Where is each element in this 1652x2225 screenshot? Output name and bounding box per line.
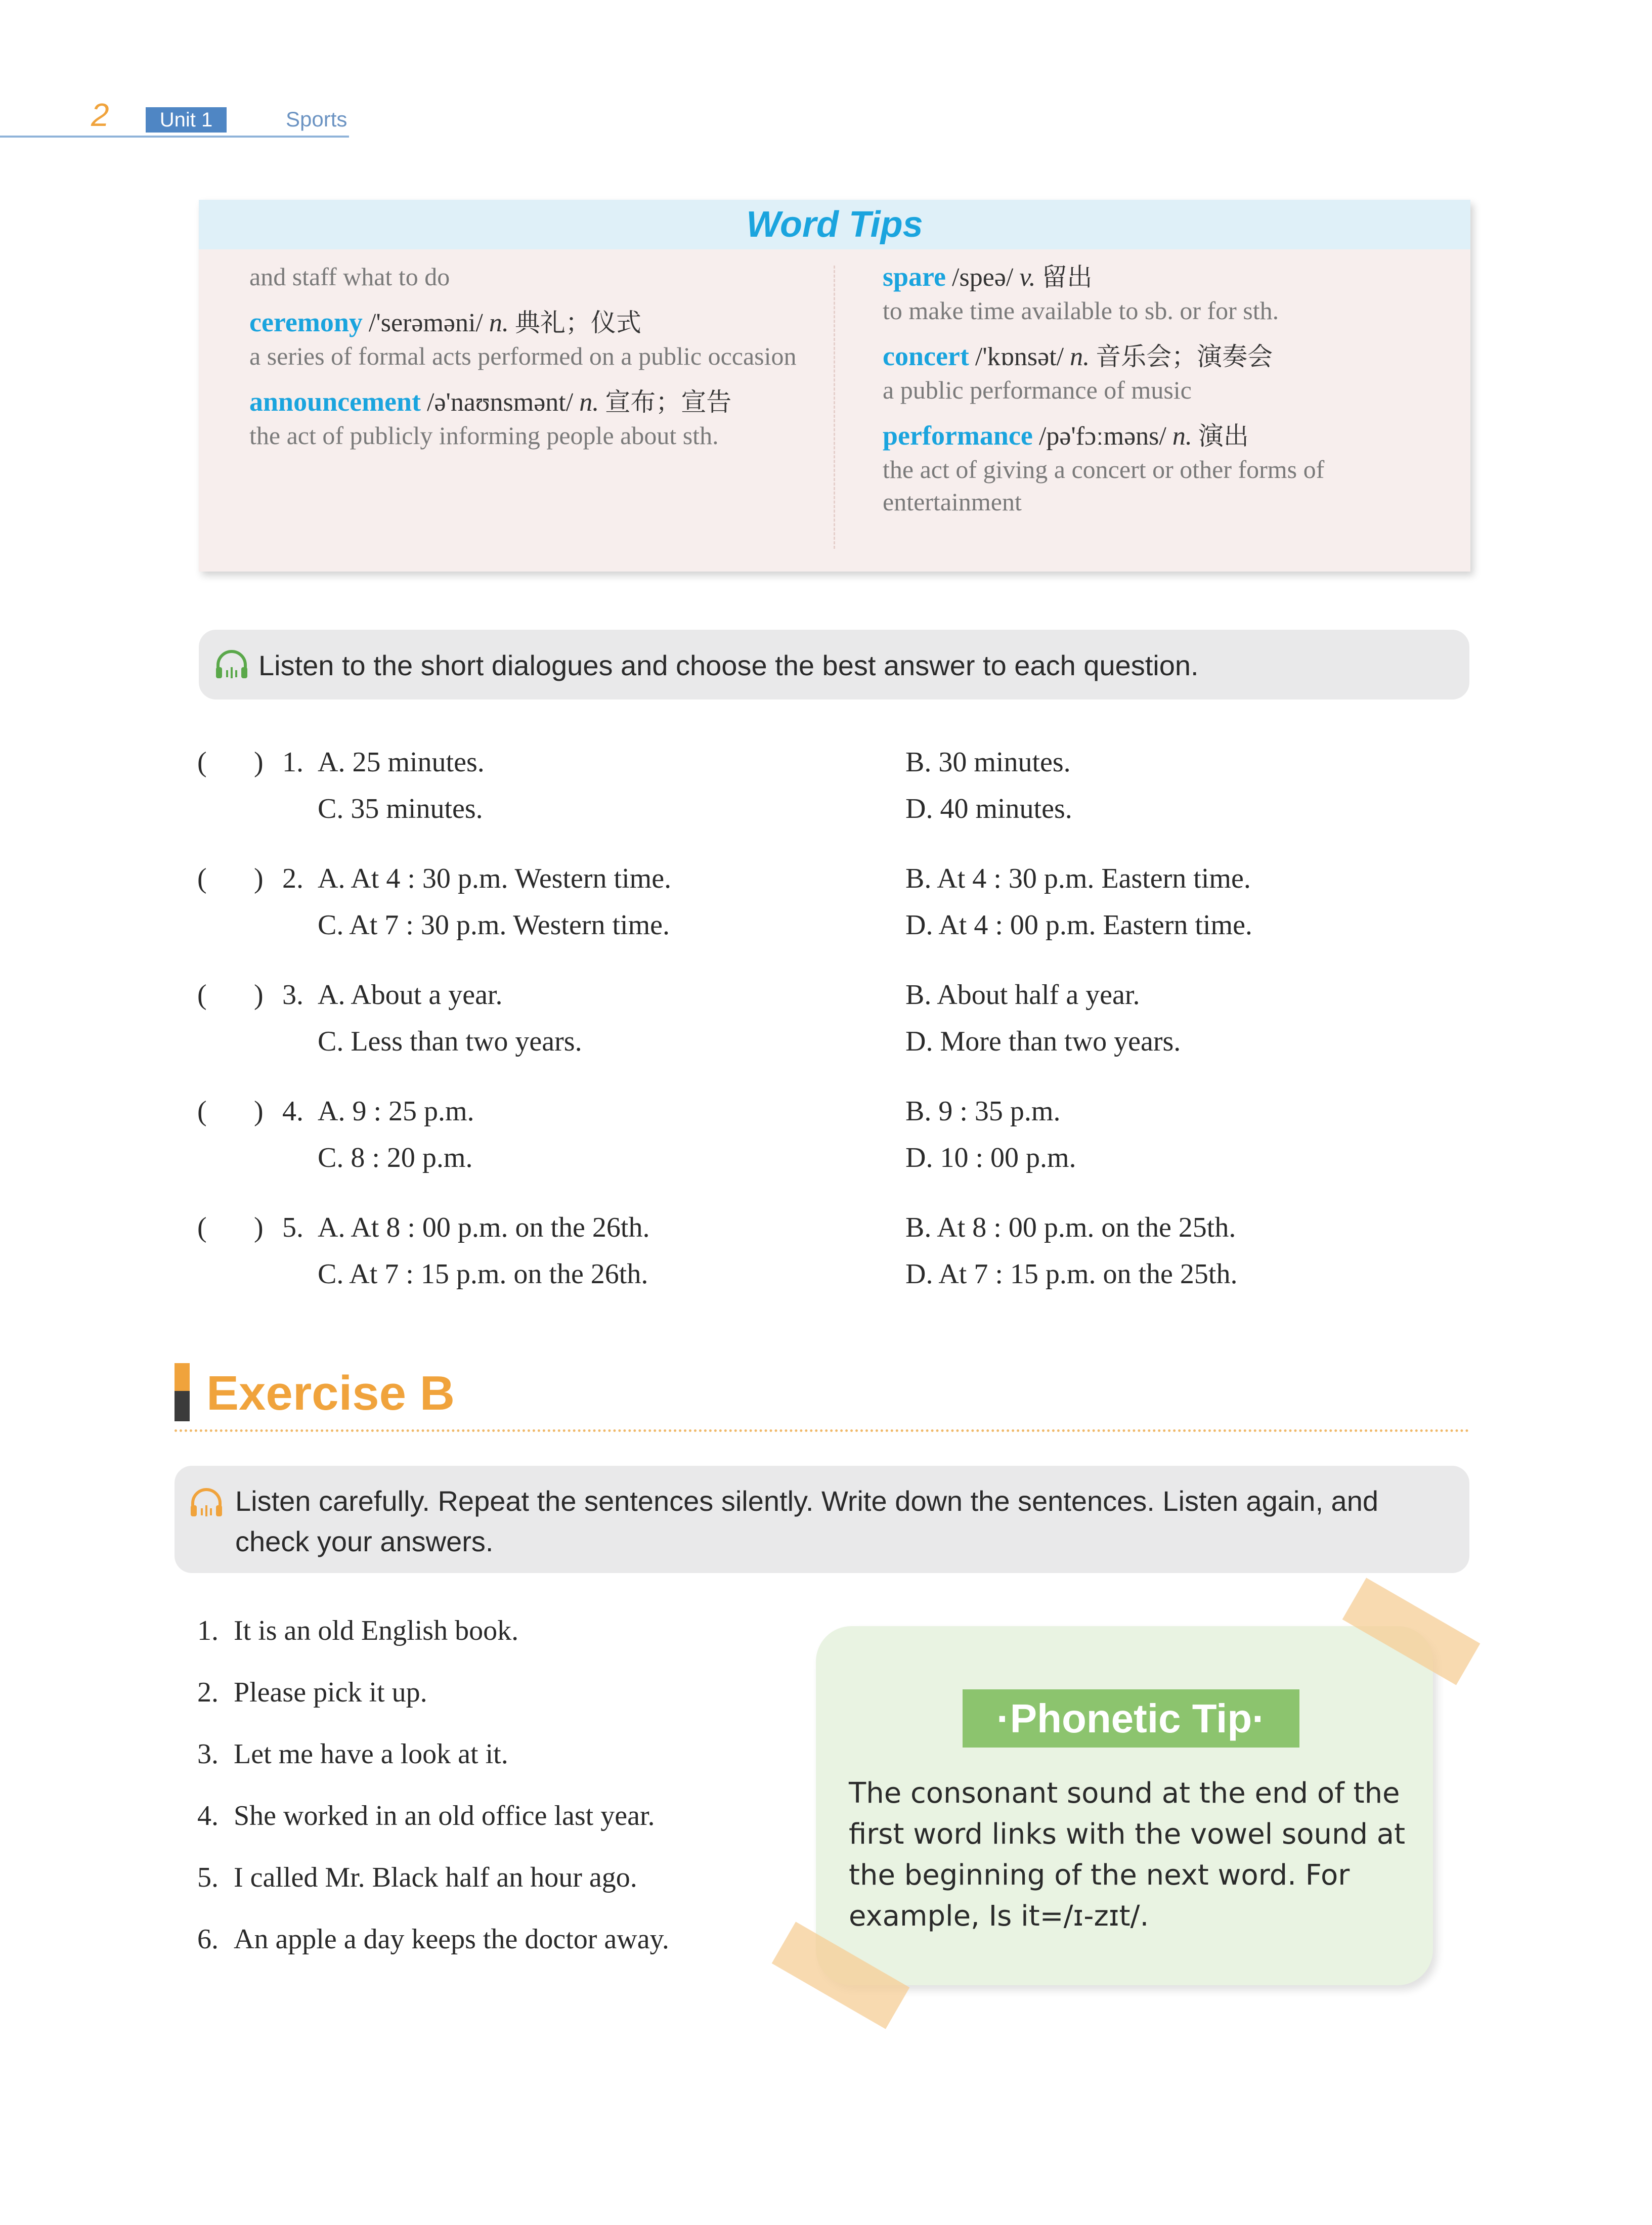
word-tip-chinese: 音乐会；演奏会	[1096, 342, 1273, 371]
option-d: D. At 7 : 15 p.m. on the 25th.	[905, 1258, 1238, 1290]
exercise-b-instruction: Listen carefully. Repeat the sentences silently. Write down the sentences. Listen again, and check your answers.	[235, 1485, 1378, 1557]
word-tip-chinese: 留出	[1041, 263, 1093, 292]
option-a: A. 25 minutes.	[318, 747, 485, 778]
word-tip-continued-definition: and staff what to do	[249, 263, 450, 291]
option-b: B. At 8 : 00 p.m. on the 25th.	[905, 1212, 1236, 1243]
option-c: C. Less than two years.	[318, 1026, 582, 1057]
sentence-number: 4.	[197, 1800, 219, 1831]
option-a: A. At 8 : 00 p.m. on the 26th.	[318, 1212, 650, 1243]
word-tip-chinese: 演出	[1198, 421, 1249, 451]
word-tip-definition: to make time available to sb. or for sth.	[883, 296, 1279, 325]
answer-blank-open[interactable]: (	[197, 1096, 207, 1127]
exercise-a-instruction-bar	[199, 630, 1469, 700]
answer-blank-close: )	[254, 1096, 264, 1127]
word-tips-left-column	[249, 260, 816, 452]
question-number: 1.	[282, 747, 303, 778]
answer-blank-close: )	[254, 747, 264, 778]
word-tip-part-of-speech: n.	[1172, 422, 1192, 451]
option-c: C. At 7 : 15 p.m. on the 26th.	[318, 1258, 648, 1290]
answer-blank-open[interactable]: (	[197, 863, 207, 894]
sentence-number: 1.	[197, 1615, 219, 1646]
answer-blank-open[interactable]: (	[197, 1212, 207, 1243]
option-c: C. At 7 : 30 p.m. Western time.	[318, 909, 670, 941]
headphones-icon	[214, 650, 249, 680]
question-number: 4.	[282, 1096, 303, 1127]
option-b: B. About half a year.	[905, 979, 1140, 1011]
word-tip-word: performance	[883, 420, 1033, 451]
sentence-item	[197, 1738, 508, 1770]
option-d: D. More than two years.	[905, 1026, 1181, 1057]
sentence-text: Please pick it up.	[234, 1677, 427, 1708]
word-tip-chinese: 宣布；宣告	[605, 387, 732, 417]
option-d: D. 10 : 00 p.m.	[905, 1142, 1076, 1173]
word-tips-right-column	[883, 260, 1449, 518]
word-tip-definition: a series of formal acts performed on a public occasion	[249, 342, 797, 370]
word-tip-definition: a public performance of music	[883, 376, 1192, 404]
word-tip-entry	[249, 306, 816, 340]
sentence-text: Let me have a look at it.	[234, 1738, 508, 1770]
question-number: 5.	[282, 1212, 303, 1243]
sentence-item	[197, 1676, 427, 1709]
exercise-b-marker-bottom	[175, 1391, 190, 1421]
word-tip-entry	[883, 419, 1449, 453]
word-tip-word: concert	[883, 341, 969, 371]
sentence-item	[197, 1800, 655, 1832]
option-d: D. 40 minutes.	[905, 793, 1072, 824]
option-d: D. At 4 : 00 p.m. Eastern time.	[905, 909, 1252, 941]
answer-blank-close: )	[254, 863, 264, 894]
answer-blank-close: )	[254, 979, 264, 1011]
sentence-number: 6.	[197, 1924, 219, 1955]
sentence-text: I called Mr. Black half an hour ago.	[234, 1862, 637, 1893]
sentence-text: An apple a day keeps the doctor away.	[234, 1924, 669, 1955]
sentence-item	[197, 1615, 518, 1647]
option-b: B. 9 : 35 p.m.	[905, 1096, 1061, 1127]
word-tip-entry	[249, 385, 816, 419]
question-number: 2.	[282, 863, 303, 894]
sentence-number: 3.	[197, 1738, 219, 1770]
option-b: B. 30 minutes.	[905, 747, 1071, 778]
word-tip-definition: the act of giving a concert or other forms of entertainment	[883, 455, 1325, 516]
option-c: C. 35 minutes.	[318, 793, 483, 824]
sentence-number: 5.	[197, 1862, 219, 1893]
phonetic-tip-text: The consonant sound at the end of the first word links with the vowel sound at the beginning of the next word. For example, Is it=/ɪ-zɪt/.	[849, 1777, 1406, 1933]
option-a: A. About a year.	[318, 979, 503, 1011]
word-tips-title: Word Tips	[746, 204, 923, 245]
word-tip-word: spare	[883, 261, 946, 292]
answer-blank-open[interactable]: (	[197, 979, 207, 1011]
word-tip-part-of-speech: v.	[1019, 263, 1036, 292]
word-tip-entry	[883, 340, 1449, 374]
exercise-b-instruction-bar	[175, 1466, 1469, 1573]
word-tip-pronunciation: /'kɒnsət/	[975, 342, 1064, 371]
option-b: B. At 4 : 30 p.m. Eastern time.	[905, 863, 1251, 894]
sentence-number: 2.	[197, 1677, 219, 1708]
option-a: A. 9 : 25 p.m.	[318, 1096, 474, 1127]
sentence-text: It is an old English book.	[234, 1615, 519, 1646]
headphones-icon	[189, 1488, 224, 1518]
exercise-a-instruction: Listen to the short dialogues and choose the best answer to each question.	[258, 649, 1199, 681]
word-tip-part-of-speech: n.	[1070, 342, 1090, 371]
word-tip-pronunciation: /ə'naʊnsmənt/	[427, 388, 574, 417]
word-tip-pronunciation: /'serəməni/	[368, 309, 483, 337]
phonetic-tip-title: ·Phonetic Tip·	[963, 1689, 1299, 1748]
page-number: 2	[91, 97, 109, 133]
unit-title: Sports	[286, 107, 347, 131]
question-number: 3.	[282, 979, 303, 1011]
exercise-b-marker-top	[175, 1363, 190, 1391]
option-a: A. At 4 : 30 p.m. Western time.	[318, 863, 672, 894]
option-c: C. 8 : 20 p.m.	[318, 1142, 473, 1173]
phonetic-tip-box	[816, 1626, 1433, 1985]
header-divider	[0, 136, 349, 138]
word-tip-part-of-speech: n.	[579, 388, 599, 417]
word-tip-pronunciation: /pə'fɔːməns/	[1038, 422, 1166, 451]
word-tip-part-of-speech: n.	[489, 309, 509, 337]
word-tip-word: ceremony	[249, 307, 363, 337]
sentence-item	[197, 1923, 669, 1955]
word-tip-word: announcement	[249, 386, 421, 417]
unit-badge: Unit 1	[146, 107, 227, 133]
sentence-item	[197, 1861, 637, 1894]
sentence-text: She worked in an old office last year.	[234, 1800, 655, 1831]
answer-blank-open[interactable]: (	[197, 747, 207, 778]
exercise-b-dotted-rule	[175, 1429, 1469, 1432]
word-tip-chinese: 典礼；仪式	[514, 308, 641, 337]
word-tip-definition: the act of publicly informing people about sth.	[249, 421, 719, 450]
word-tip-pronunciation: /speə/	[952, 263, 1014, 292]
answer-blank-close: )	[254, 1212, 264, 1243]
word-tip-entry	[883, 260, 1449, 294]
word-tips-divider	[834, 266, 835, 549]
word-tips-box	[199, 200, 1470, 572]
exercise-b-title: Exercise B	[206, 1366, 455, 1420]
